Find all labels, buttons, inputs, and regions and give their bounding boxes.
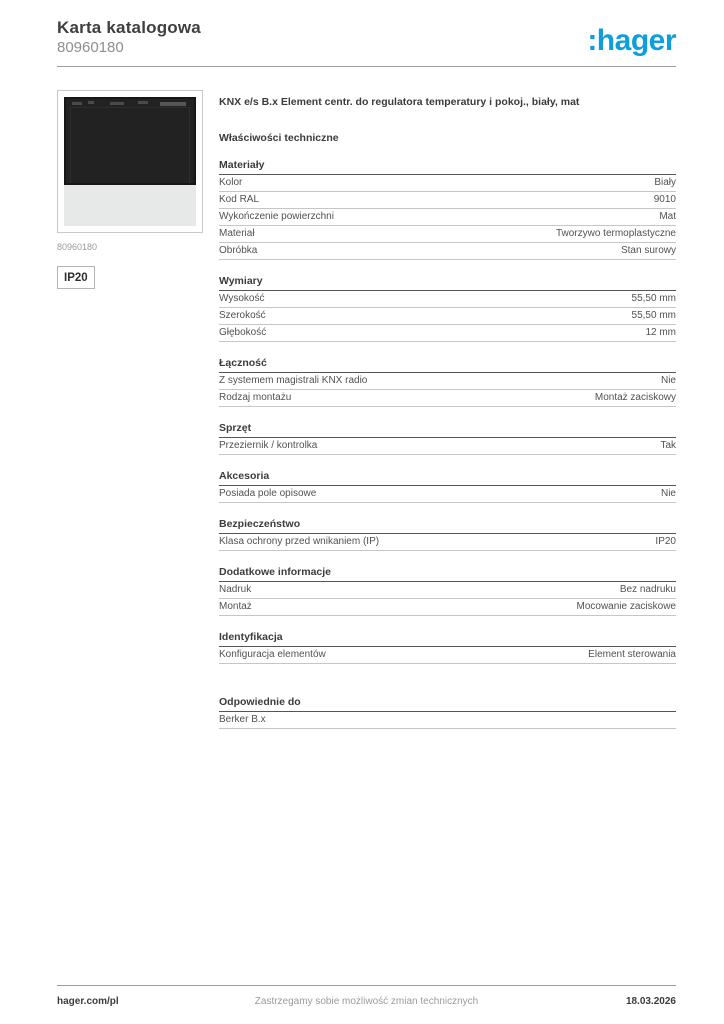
spec-section bbox=[219, 694, 676, 729]
page-title: Karta katalogowa bbox=[57, 18, 201, 37]
spec-value: 9010 bbox=[653, 194, 676, 206]
spec-section bbox=[219, 516, 676, 551]
product-photo bbox=[57, 90, 203, 233]
spec-label: Kod RAL bbox=[219, 194, 260, 206]
spec-section bbox=[219, 355, 676, 407]
section-heading: Materiały bbox=[219, 157, 676, 175]
product-reference-number: 80960180 bbox=[57, 38, 124, 56]
spec-row bbox=[219, 243, 676, 260]
spec-value: 12 mm bbox=[645, 327, 676, 339]
spec-row bbox=[219, 226, 676, 243]
spec-row bbox=[219, 175, 676, 192]
image-caption: 80960180 bbox=[57, 242, 98, 252]
spec-label: Berker B.x bbox=[219, 714, 266, 726]
section-heading: Wymiary bbox=[219, 273, 676, 291]
spec-label: Montaż bbox=[219, 601, 252, 613]
spec-label: Rodzaj montażu bbox=[219, 392, 292, 404]
spec-section bbox=[219, 420, 676, 455]
spec-value: Biały bbox=[654, 177, 676, 189]
product-title: KNX e/s B.x Element centr. do regulatora temperatury i pokoj., biały, mat bbox=[219, 96, 580, 108]
spec-row bbox=[219, 582, 676, 599]
left-column bbox=[57, 90, 203, 289]
spec-section bbox=[219, 468, 676, 503]
device-detail-mark bbox=[72, 102, 82, 105]
main-content bbox=[57, 90, 676, 729]
hager-logo: :hager bbox=[587, 24, 676, 57]
spec-section bbox=[219, 564, 676, 616]
spec-value: Mat bbox=[659, 211, 676, 223]
spec-label: Przeziernik / kontrolka bbox=[219, 440, 318, 452]
spec-value: Tworzywo termoplastyczne bbox=[555, 228, 676, 240]
spec-label: Szerokość bbox=[219, 310, 266, 322]
section-heading: Identyfikacja bbox=[219, 629, 676, 647]
spec-value: Nie bbox=[660, 375, 676, 387]
device-front-black bbox=[64, 97, 196, 185]
spec-row bbox=[219, 712, 676, 729]
spec-row bbox=[219, 192, 676, 209]
spec-row bbox=[219, 438, 676, 455]
spec-value: Tak bbox=[660, 440, 676, 452]
section-heading: Łączność bbox=[219, 355, 676, 373]
section-heading: Dodatkowe informacje bbox=[219, 564, 676, 582]
spec-row bbox=[219, 308, 676, 325]
section-heading: Odpowiednie do bbox=[219, 694, 676, 712]
device-inner-frame bbox=[70, 107, 190, 183]
compatibility-section bbox=[219, 694, 676, 729]
spec-label: Nadruk bbox=[219, 584, 252, 596]
spec-row bbox=[219, 373, 676, 390]
section-heading: Bezpieczeństwo bbox=[219, 516, 676, 534]
footer-divider bbox=[57, 985, 676, 986]
footer-disclaimer: Zastrzegamy sobie możliwość zmian technicznych bbox=[254, 996, 479, 1007]
spec-section bbox=[219, 629, 676, 664]
section-heading: Sprzęt bbox=[219, 420, 676, 438]
spec-label: Z systemem magistrali KNX radio bbox=[219, 375, 368, 387]
spec-row bbox=[219, 647, 676, 664]
technical-properties-title: Właściwości techniczne bbox=[219, 132, 339, 145]
device-detail-mark bbox=[160, 102, 186, 106]
device-base-gray bbox=[64, 185, 196, 226]
spec-value: Stan surowy bbox=[620, 245, 676, 257]
spec-value: 55,50 mm bbox=[631, 310, 676, 322]
spec-label: Klasa ochrony przed wnikaniem (IP) bbox=[219, 536, 380, 548]
spec-value: IP20 bbox=[655, 536, 676, 548]
spec-label: Konfiguracja elementów bbox=[219, 649, 326, 661]
spec-row bbox=[219, 599, 676, 616]
header bbox=[57, 18, 676, 57]
ip-rating-badge: IP20 bbox=[57, 266, 95, 289]
section-heading: Akcesoria bbox=[219, 468, 676, 486]
spec-value: Element sterowania bbox=[588, 649, 676, 661]
spec-row bbox=[219, 486, 676, 503]
footer-date: 18.03.2026 bbox=[625, 996, 676, 1007]
spec-label: Posiada pole opisowe bbox=[219, 488, 317, 500]
spec-section bbox=[219, 273, 676, 342]
header-titles bbox=[57, 18, 201, 57]
device-detail-mark bbox=[110, 102, 124, 105]
spec-row bbox=[219, 325, 676, 342]
footer bbox=[57, 996, 676, 1007]
spec-value: Bez nadruku bbox=[619, 584, 676, 596]
spec-section bbox=[219, 157, 676, 260]
spec-row bbox=[219, 390, 676, 407]
spec-row bbox=[219, 209, 676, 226]
spec-row bbox=[219, 534, 676, 551]
spec-value: Nie bbox=[660, 488, 676, 500]
spec-label: Wykończenie powierzchni bbox=[219, 211, 334, 223]
spec-value: Montaż zaciskowy bbox=[594, 392, 676, 404]
right-column bbox=[219, 90, 676, 729]
spec-label: Obróbka bbox=[219, 245, 258, 257]
spec-label: Głębokość bbox=[219, 327, 267, 339]
spec-value: Mocowanie zaciskowe bbox=[576, 601, 676, 613]
device-detail-mark bbox=[138, 101, 148, 104]
footer-website: hager.com/pl bbox=[57, 996, 119, 1007]
device-illustration bbox=[64, 97, 196, 226]
header-divider bbox=[57, 66, 676, 67]
spec-value: 55,50 mm bbox=[631, 293, 676, 305]
spec-label: Kolor bbox=[219, 177, 243, 189]
spec-row bbox=[219, 291, 676, 308]
device-detail-mark bbox=[88, 101, 94, 104]
spec-label: Materiał bbox=[219, 228, 255, 240]
spec-sections bbox=[219, 157, 676, 664]
spec-label: Wysokość bbox=[219, 293, 265, 305]
